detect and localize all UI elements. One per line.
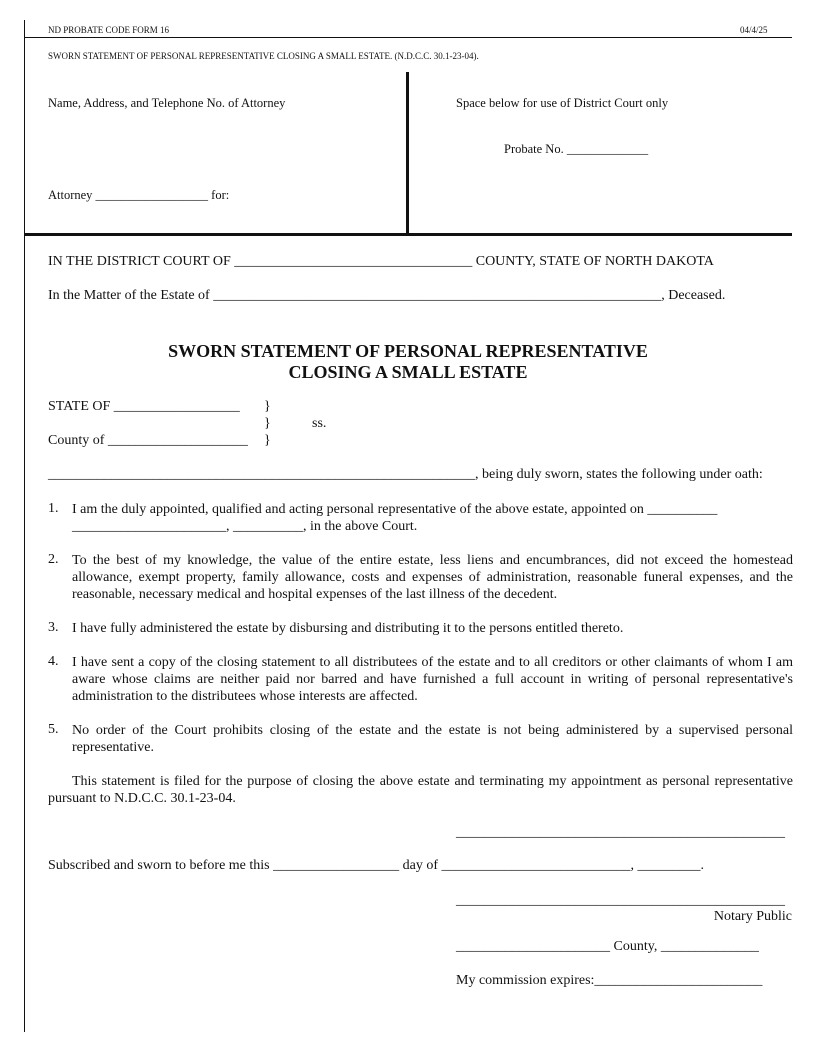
box-bottom-rule xyxy=(24,233,792,236)
venue-brace-3: } xyxy=(264,433,271,448)
probate-number-field[interactable]: Probate No. _____________ xyxy=(504,142,649,156)
estate-matter-line[interactable]: In the Matter of the Estate of ________________________________________________________________, Deceased. xyxy=(48,288,726,303)
item-1-text: I am the duly appointed, qualified and acting personal representative of the above estate, appointed on __________ ______________________, __________, in the above Court. xyxy=(72,502,718,534)
signature-line[interactable]: _______________________________________________ xyxy=(456,825,785,840)
document-title-line2: CLOSING A SMALL ESTATE xyxy=(288,362,528,382)
subscribed-sworn-line[interactable]: Subscribed and sworn to before me this __________________ day of ___________________________, _________. xyxy=(48,858,704,873)
state-of-field[interactable]: STATE OF __________________ xyxy=(48,399,240,414)
document-title-line1: SWORN STATEMENT OF PERSONAL REPRESENTATIVE xyxy=(168,341,648,361)
venue-brace-2: } xyxy=(264,416,271,431)
item-4-text: I have sent a copy of the closing statement to all distributees of the estate and to all creditors or other claimants of whom I am aware whose claims are neither paid nor barred and have furnished a full account in writing of personal representative's administration to the distributees whose interests are affected. xyxy=(72,655,793,704)
item-2-text: To the best of my knowledge, the value of the entire estate, less liens and encumbrances, did not exceed the homestead allowance, exempt property, family allowance, costs and expenses of administration, reasonable funeral expenses, and the reasonable, necessary medical and hospital expenses of the last illness of the decedent. xyxy=(72,553,793,602)
item-5-text: No order of the Court prohibits closing of the estate and the estate is not being administered by a supervised personal representative. xyxy=(72,723,793,755)
closing-paragraph: This statement is filed for the purpose of closing the above estate and terminating my appointment as personal representative pursuant to N.D.C.C. 30.1-23-04. xyxy=(48,774,793,806)
item-3-text: I have fully administered the estate by disbursing and distributing it to the persons entitled thereto. xyxy=(72,621,624,636)
form-caption: SWORN STATEMENT OF PERSONAL REPRESENTATIVE CLOSING A SMALL ESTATE. (N.D.C.C. 30.1-23-04). xyxy=(48,51,479,61)
left-margin-rule xyxy=(24,20,25,1032)
header-rule xyxy=(24,37,792,38)
attorney-box-label: Name, Address, and Telephone No. of Attorney xyxy=(48,96,286,110)
notary-signature-line[interactable]: _______________________________________________ xyxy=(456,893,785,908)
item-2-number: 2. xyxy=(48,552,59,567)
notary-public-label: Notary Public xyxy=(713,909,792,924)
notary-county-line[interactable]: ______________________ County, ______________ xyxy=(456,939,759,954)
item-3-number: 3. xyxy=(48,620,59,635)
attorney-line[interactable]: Attorney __________________ for: xyxy=(48,188,230,202)
form-id: ND PROBATE CODE FORM 16 xyxy=(48,25,170,35)
item-5-number: 5. xyxy=(48,722,59,737)
court-use-label: Space below for use of District Court only xyxy=(456,96,669,110)
box-divider-vertical xyxy=(406,72,409,234)
county-of-field[interactable]: County of ____________________ xyxy=(48,433,248,448)
item-1-number: 1. xyxy=(48,501,59,516)
district-court-line[interactable]: IN THE DISTRICT COURT OF __________________________________ COUNTY, STATE OF NORTH DAKOTA xyxy=(48,254,714,269)
venue-ss: ss. xyxy=(312,416,327,431)
form-date: 04/4/25 xyxy=(740,25,768,35)
commission-expires-line[interactable]: My commission expires:________________________ xyxy=(456,973,763,988)
venue-brace-1: } xyxy=(264,399,271,414)
oath-line[interactable]: _____________________________________________________________, being duly sworn, states the following under oath: xyxy=(48,467,763,482)
item-4-number: 4. xyxy=(48,654,59,669)
